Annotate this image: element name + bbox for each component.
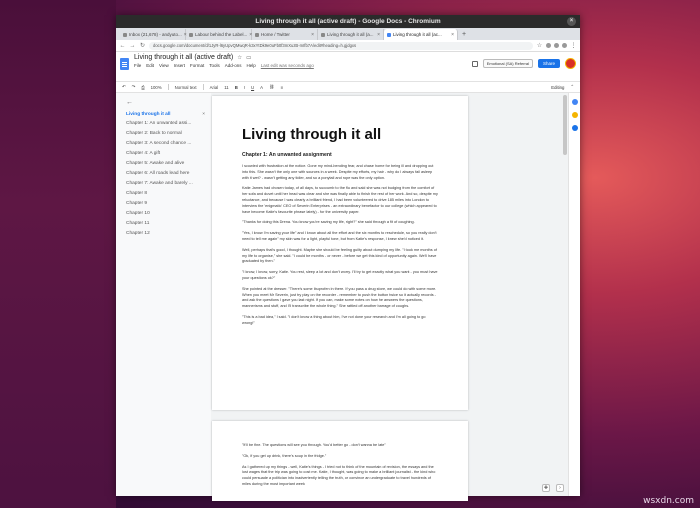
side-panel-rail xyxy=(568,93,580,496)
paragraph: Well, perhaps that's good, I thought. Maybe she should be feeling guilty about dumping my life. "I took me months of my life to organise," she said. "I could be months - or never - before we get this kind of opportunity again. We'll have graduated by then." xyxy=(242,247,437,264)
outline-item[interactable]: Chapter 5: Awake and alive xyxy=(126,161,185,166)
browser-tab[interactable] xyxy=(120,29,186,40)
window-close-button[interactable]: × xyxy=(567,17,576,26)
chapter-heading: Chapter 1: An unwanted assignment xyxy=(242,152,332,158)
window-title: Living through it all (active draft) - Google Docs - Chromium xyxy=(255,18,441,25)
collapse-panel-icon[interactable]: › xyxy=(556,484,564,492)
extension-icon[interactable] xyxy=(554,43,559,48)
share-button[interactable]: Share xyxy=(538,59,560,68)
paragraph: I scowled with frustration at the notice. Gone my mind-bending fear, and chase home for being ill and dropping out into this. She wasn't the only one with sources in a week. Despite my efforts, my hair - why do I always fail asleep with it wet? - wasn't getting any tidier, and so a ponytail and rope was the only option. xyxy=(242,164,434,180)
outline-item[interactable]: Chapter 11 xyxy=(126,221,150,226)
google-docs-logo-icon[interactable] xyxy=(120,58,129,70)
tab-label: Home / Twitter xyxy=(261,32,290,37)
tab-close-icon[interactable]: × xyxy=(451,31,454,38)
italic-icon[interactable]: I xyxy=(243,84,246,90)
font-size-select[interactable]: 11 xyxy=(224,84,229,90)
paragraph: "Ok, if you get up drink, there's soup in the fridge." xyxy=(242,453,327,458)
browser-tab-active[interactable] xyxy=(384,29,458,40)
tab-label: Labour behind the Label... xyxy=(195,32,248,37)
paragraph: "Thanks for doing this Drena. You know you're saving my life, right?" she said through a fit of coughing. xyxy=(242,220,415,225)
tab-label: Living through it all (a... xyxy=(327,32,374,37)
align-icon[interactable]: ≡ xyxy=(280,84,283,90)
document-page[interactable] xyxy=(212,96,468,410)
outline-item[interactable]: Chapter 10 xyxy=(126,211,150,216)
style-select[interactable]: Normal text xyxy=(174,84,197,90)
forward-arrow-icon[interactable]: → xyxy=(129,42,136,49)
browser-menu-icon[interactable]: ⋮ xyxy=(570,43,577,49)
editor-area xyxy=(116,93,580,496)
undo-icon[interactable]: ↶ xyxy=(122,84,126,89)
text-color-icon[interactable]: A xyxy=(260,84,263,90)
menu-help[interactable]: Help xyxy=(246,63,256,68)
bold-icon[interactable]: B xyxy=(234,84,238,90)
desktop-background xyxy=(0,0,116,508)
close-outline-icon[interactable]: × xyxy=(202,112,205,117)
browser-window xyxy=(116,15,580,496)
paragraph: "Yes, I know I'm saving your life" and I know about all the effort and the six months to reschedule, so you really don't need to tell me again" my skin was for a light, playful tone, but from Katie's response, I knew she'd noticed it. xyxy=(242,231,437,241)
docs-favicon-icon xyxy=(387,33,391,37)
star-icon[interactable]: ☆ xyxy=(237,54,243,61)
watermark: wsxdn.com xyxy=(643,496,694,506)
outline-item[interactable]: Chapter 7: Awake and barely ... xyxy=(126,181,193,186)
toolbar-divider xyxy=(203,84,204,90)
outline-item[interactable]: Chapter 8 xyxy=(126,191,148,196)
outline-item[interactable]: Chapter 1: An unwanted assi... xyxy=(126,121,192,126)
paragraph: "It'll be fine. The questions will see you through. You'd better go - don't wanna be late" xyxy=(242,443,386,447)
favicon-icon xyxy=(321,33,325,37)
document-heading: Living through it all xyxy=(242,126,382,143)
tab-label: Living through it all (ac... xyxy=(393,32,442,37)
menu-format[interactable]: Format xyxy=(189,63,205,68)
tasks-icon[interactable] xyxy=(572,125,578,131)
menu-edit[interactable]: Edit xyxy=(146,63,155,68)
tab-label: Inbox (21,678) - andyuto... xyxy=(129,32,182,37)
favicon-icon xyxy=(255,33,259,37)
document-title[interactable]: Living through it all (active draft) xyxy=(134,54,234,61)
tab-close-icon[interactable]: × xyxy=(249,31,253,38)
underline-icon[interactable]: U xyxy=(251,84,255,90)
menu-bar xyxy=(134,63,314,68)
browser-tab[interactable] xyxy=(252,29,318,40)
url-text: docs.google.com/document/d/1JyR-l6yUpvQMwqR-k3xYtDk9e0uFb0f3mXuzB-mIfb7A/edit#heading=h.gjdgxs xyxy=(153,43,357,48)
menu-insert[interactable]: Insert xyxy=(173,63,185,68)
vertical-scrollbar[interactable] xyxy=(563,95,567,155)
font-select[interactable]: Arial xyxy=(209,84,219,90)
referral-chip[interactable]: Emotional (SA) Referral xyxy=(483,59,533,68)
paragraph: She pointed at the dresser. "There's some ibuprofen in there. If you pass a drug store, we could do with some more. When you meet Mr Severin, just try play on the recorder - remember to push the button twice so it actually records - and ask the questions I gave you last night. If you can, make some notes on how he answers the questions, mannerisms and stuff, and I'll transcribe the whole thing." She rattled off another barrage of coughs. xyxy=(242,286,437,309)
favicon-icon xyxy=(123,33,127,37)
address-toolbar xyxy=(116,40,580,52)
avatar[interactable] xyxy=(565,58,576,69)
outline-back-arrow-icon[interactable]: ← xyxy=(126,99,133,106)
tab-close-icon[interactable]: × xyxy=(183,31,187,38)
outline-item[interactable]: Chapter 9 xyxy=(126,201,148,206)
last-edit-status[interactable]: Last edit was seconds ago xyxy=(260,63,314,68)
outline-item[interactable]: Chapter 4: A gift xyxy=(126,151,161,156)
zoom-select[interactable]: 100% xyxy=(150,84,162,90)
new-tab-button[interactable]: + xyxy=(462,31,467,38)
docs-header xyxy=(116,52,580,82)
menu-file[interactable]: File xyxy=(134,63,142,68)
menu-addons[interactable]: Add-ons xyxy=(224,63,242,68)
tab-close-icon[interactable]: × xyxy=(377,31,380,38)
bookmark-star-icon[interactable]: ☆ xyxy=(536,43,543,49)
keep-icon[interactable] xyxy=(572,112,578,118)
profile-icon[interactable] xyxy=(562,43,567,48)
outline-title-text: Living through it all xyxy=(126,112,171,117)
toolbar-divider xyxy=(168,84,169,90)
collapse-icon[interactable]: ⌃ xyxy=(570,84,574,89)
comments-icon[interactable] xyxy=(472,61,478,67)
back-arrow-icon[interactable]: ← xyxy=(119,42,126,49)
link-icon[interactable]: ⛓ xyxy=(269,84,275,89)
paragraph: Katie James had chosen today, of all days, to succumb to the flu and said she was not budging from the comfort of her sofa and duvet until her head was clear and she was finally able to finish the rest of her work. And so, despite my reluctance, and because I was clearly a brilliant friend, I had been volunteered to drive 185 miles into London to interview the 'enigmatic' CEO of Severin Enterprises - an extraordinary benefactor to our college (which appeared to have become Katie's favourite phrase lately) - for the university paper. xyxy=(242,186,438,214)
print-icon[interactable]: ⎙ xyxy=(141,84,145,90)
browser-tab[interactable] xyxy=(318,29,384,40)
paragraph: "I know, I know, sorry, Katie. You rest, sleep a lot and don't worry. I'll try to get exactly what you want - you must have your questions ok?" xyxy=(242,270,438,280)
extension-icon[interactable] xyxy=(546,43,551,48)
tab-close-icon[interactable]: × xyxy=(311,31,314,38)
paragraph: As I gathered up my things - well, Katie's things - I tried not to think of the mountain of revision, the essays and the lost wages that the trip was going to cost me. Katie, I thought, was going to make a brilliant journalist - the kind who could persuade a politician into inadvertently telling the truth, or convince an undergraduate to travel hundreds of miles during the most important week xyxy=(242,464,436,486)
move-folder-icon[interactable]: ▭ xyxy=(246,54,252,61)
outline-item[interactable]: Chapter 12 xyxy=(126,231,150,236)
favicon-icon xyxy=(189,33,193,37)
document-outline xyxy=(116,93,211,496)
outline-item[interactable]: Chapter 2: Back to normal xyxy=(126,131,182,136)
calendar-icon[interactable] xyxy=(572,99,578,105)
menu-tools[interactable]: Tools xyxy=(209,63,220,68)
outline-item[interactable]: Chapter 3: A second chance ... xyxy=(126,141,192,146)
explore-icon[interactable]: ✚ xyxy=(543,485,549,491)
url-input[interactable] xyxy=(149,42,533,50)
formatting-toolbar xyxy=(116,82,580,93)
menu-view[interactable]: View xyxy=(159,63,169,68)
tab-strip xyxy=(116,28,580,40)
reload-icon[interactable]: ↻ xyxy=(139,43,146,49)
paragraph: "This is a bad idea," I said. "I don't know a thing about him, I've not done your research and I'm all going to go wrong!" xyxy=(242,314,426,325)
outline-item[interactable]: Chapter 6: All roads lead here xyxy=(126,171,190,176)
outline-title[interactable] xyxy=(126,112,211,117)
browser-tab[interactable] xyxy=(183,29,253,40)
redo-icon[interactable]: ↷ xyxy=(131,84,136,89)
window-titlebar xyxy=(116,15,580,28)
document-page[interactable] xyxy=(212,421,468,501)
editing-mode-select[interactable]: Editing xyxy=(551,84,565,90)
